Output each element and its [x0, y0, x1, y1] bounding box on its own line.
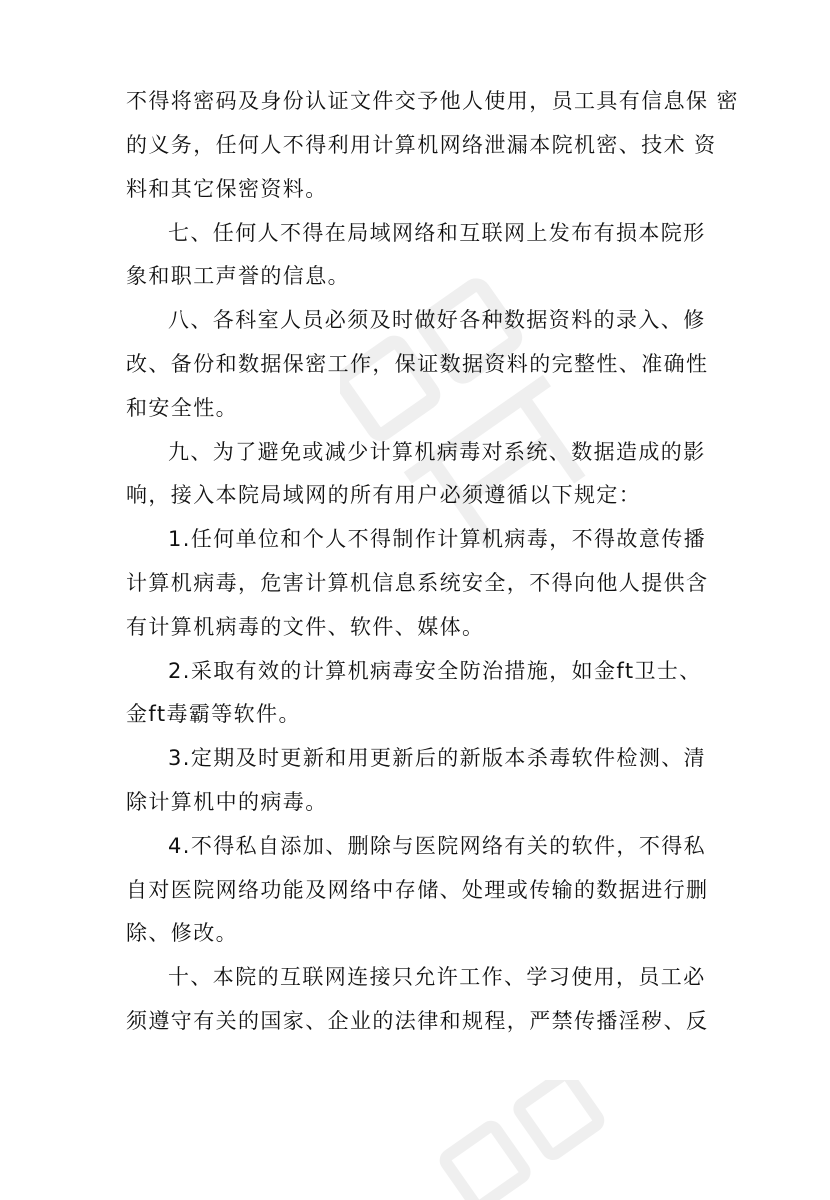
text-line: 须遵守有关的国家、企业的法律和规程，严禁传播淫秽、反: [126, 1009, 709, 1033]
text-line: 响，接入本院局域网的所有用户必须遵循以下规定：: [126, 483, 642, 507]
text-line: 1.任何单位和个人不得制作计算机病毒，不得故意传播: [168, 527, 707, 551]
text-line: 金ft毒霸等软件。: [126, 702, 301, 726]
watermark-graphic-bottom: [430, 1080, 650, 1200]
text-line: 计算机病毒，危害计算机信息系统安全，不得向他人提供含: [126, 571, 709, 595]
text-line: 除计算机中的病毒。: [126, 790, 328, 814]
text-line: 的义务，任何人不得利用计算机网络泄漏本院机密、技术 资: [126, 133, 717, 157]
text-line: 改、备份和数据保密工作，保证数据资料的完整性、准确性: [126, 352, 709, 376]
text-line: 2.采取有效的计算机病毒安全防治措施，如金ft卫士、: [168, 659, 702, 683]
text-line: 4.不得私自添加、删除与医院网络有关的软件，不得私: [168, 834, 707, 858]
text-line: 八、各科室人员必须及时做好各种数据资料的录入、修: [168, 308, 706, 332]
text-line: 料和其它保密资料。: [126, 177, 328, 201]
text-line: 不得将密码及身份认证文件交予他人使用，员工具有信息保 密: [126, 89, 739, 113]
text-line: 有计算机病毒的文件、软件、媒体。: [126, 615, 485, 639]
text-line: 九、为了避免或减少计算机病毒对系统、数据造成的影: [168, 440, 706, 464]
text-line: 和安全性。: [126, 396, 238, 420]
text-line: 七、任何人不得在局域网络和互联网上发布有损本院形: [168, 221, 706, 245]
text-line: 3.定期及时更新和用更新后的新版本杀毒软件检测、清: [168, 746, 707, 770]
text-line: 除、修改。: [126, 921, 238, 945]
watermark-graphic: [340, 250, 600, 570]
text-line: 象和职工声誉的信息。: [126, 264, 350, 288]
text-line: 十、本院的互联网连接只允许工作、学习使用，员工必: [168, 965, 706, 989]
text-line: 自对医院网络功能及网络中存储、处理或传输的数据进行删: [126, 878, 709, 902]
